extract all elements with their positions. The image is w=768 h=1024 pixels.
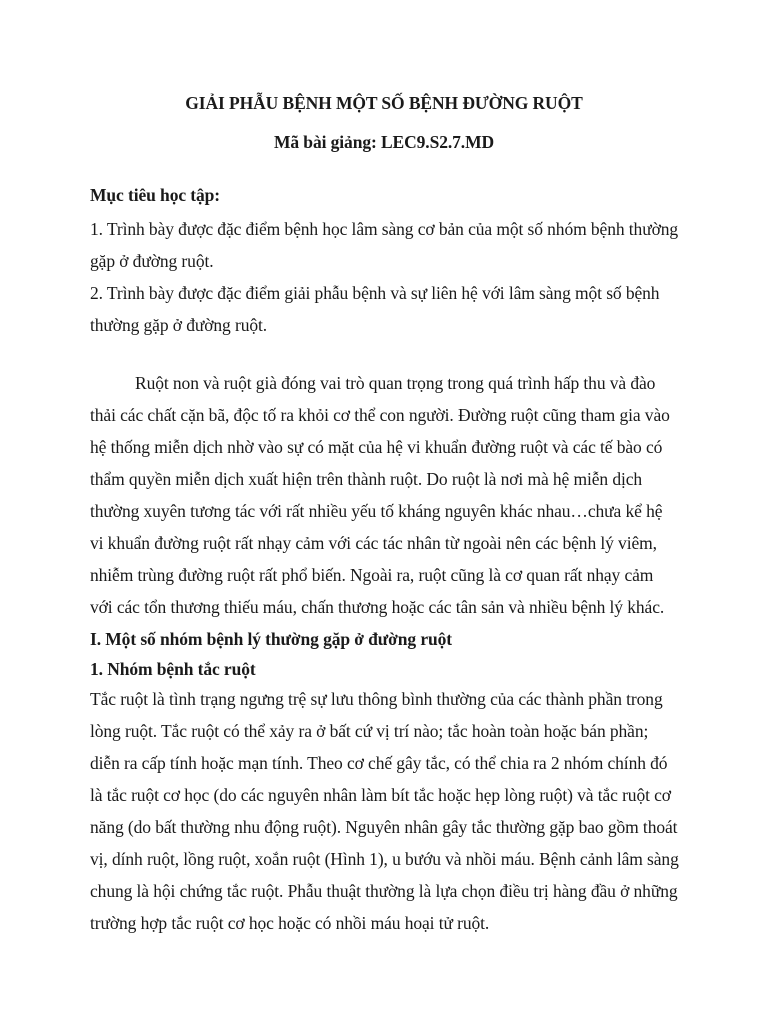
objective-line: thường gặp ở đường ruột. [90,315,268,335]
intro-line: nhiễm trùng đường ruột rất phổ biến. Ngoài ra, ruột cũng là cơ quan rất nhạy cảm [90,565,654,585]
body-line: trường hợp tắc ruột cơ học hoặc có nhồi máu hoại tử ruột. [90,913,490,933]
subsection-heading: 1. Nhóm bệnh tắc ruột [90,659,256,679]
body-line: chung là hội chứng tắc ruột. Phẫu thuật thường là lựa chọn điều trị hàng đầu ở những [90,881,678,901]
objectives-heading: Mục tiêu học tập: [90,185,221,205]
intro-line: thường xuyên tương tác với rất nhiều yếu tố kháng nguyên khác nhau…chưa kể hệ [90,501,663,521]
body-line: Tắc ruột là tình trạng ngưng trệ sự lưu thông bình thường của các thành phần trong [90,689,663,709]
objective-line: gặp ở đường ruột. [90,251,214,271]
intro-line: thải các chất cặn bã, độc tố ra khỏi cơ thể con người. Đường ruột cũng tham gia vào [90,405,670,425]
intro-line: vi khuẩn đường ruột rất nhạy cảm với các tác nhân từ ngoài nên các bệnh lý viêm, [90,533,657,553]
body-line: là tắc ruột cơ học (do các nguyên nhân làm bít tắc hoặc hẹp lòng ruột) và tắc ruột cơ [90,785,671,805]
body-line: lòng ruột. Tắc ruột có thể xảy ra ở bất cứ vị trí nào; tắc hoàn toàn hoặc bán phần; [90,721,649,741]
section-heading: I. Một số nhóm bệnh lý thường gặp ở đường ruột [90,629,453,649]
body-line: năng (do bất thường nhu động ruột). Nguyên nhân gây tắc thường gặp bao gồm thoát [90,817,678,837]
intro-line: với các tổn thương thiếu máu, chấn thương hoặc các tân sản và nhiều bệnh lý khác. [90,597,665,617]
lecture-code: Mã bài giảng: LEC9.S2.7.MD [273,132,495,152]
intro-line: thẩm quyền miễn dịch xuất hiện trên thành ruột. Do ruột là nơi mà hệ miễn dịch [90,469,643,489]
document-title: GIẢI PHẪU BỆNH MỘT SỐ BỆNH ĐƯỜNG RUỘT [185,93,583,113]
body-line: vị, dính ruột, lồng ruột, xoắn ruột (Hình 1), u bướu và nhồi máu. Bệnh cảnh lâm sàng [90,849,679,869]
body-line: diễn ra cấp tính hoặc mạn tính. Theo cơ chế gây tắc, có thể chia ra 2 nhóm chính đó [90,753,668,773]
objective-line: 2. Trình bày được đặc điểm giải phẫu bệnh và sự liên hệ với lâm sàng một số bệnh [90,283,660,303]
intro-line: Ruột non và ruột già đóng vai trò quan trọng trong quá trình hấp thu và đào [135,373,656,393]
intro-line: hệ thống miễn dịch nhờ vào sự có mặt của hệ vi khuẩn đường ruột và các tế bào có [90,437,663,457]
objective-line: 1. Trình bày được đặc điểm bệnh học lâm sàng cơ bản của một số nhóm bệnh thường [90,219,679,239]
